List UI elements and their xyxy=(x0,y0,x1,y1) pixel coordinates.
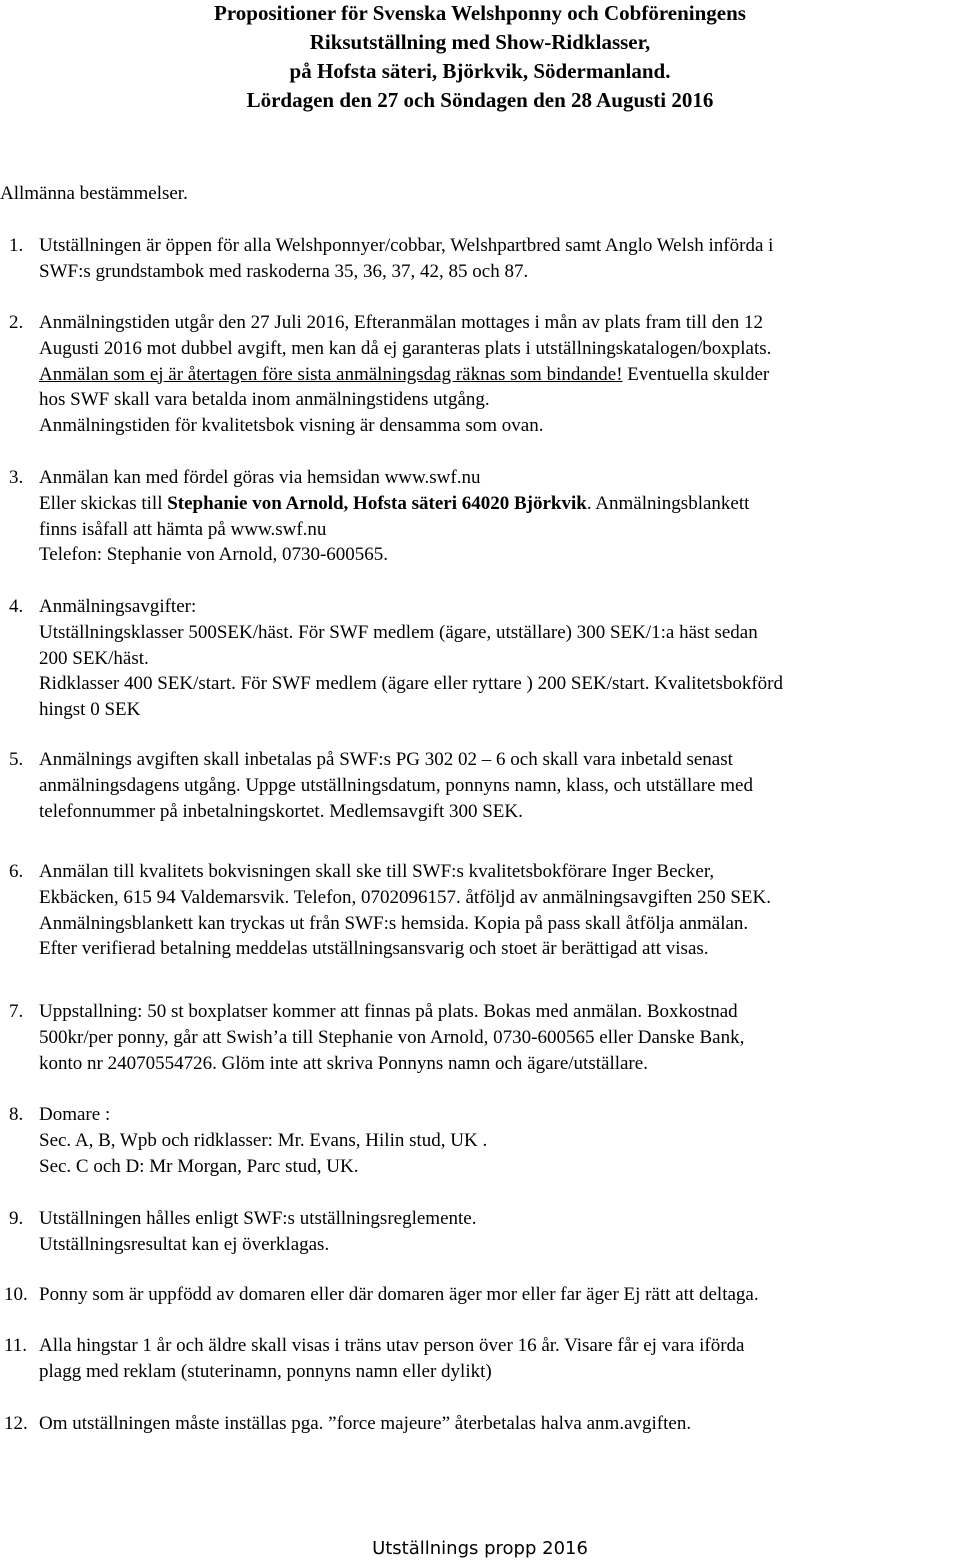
item-number: 11. xyxy=(4,1335,28,1356)
text-line: Utställningsklasser 500SEK/häst. För SWF medlem (ägare, utställare) 300 SEK/1:a häst sedan xyxy=(39,621,758,643)
text-line: Domare : xyxy=(39,1104,111,1125)
text-line: hingst 0 SEK xyxy=(39,699,141,721)
item-9-text xyxy=(39,1206,476,1258)
page-footer: Utställnings propp 2016 xyxy=(372,1538,588,1559)
item-10-text xyxy=(39,1282,759,1308)
text-line: finns isåfall att hämta på www.swf.nu xyxy=(39,518,327,540)
text-span: . Anmälningsblankett xyxy=(586,492,750,514)
binding-notice: Anmälan som ej är återtagen före sista anmälningsdag räknas som bindande! xyxy=(39,363,623,385)
text-line: Anmälan kan med fördel göras via hemsidan www.swf.nu xyxy=(39,467,481,488)
text-line: 500kr/per ponny, går att Swish’a till Stephanie von Arnold, 0730-600565 eller Danske Bank, xyxy=(39,1026,745,1048)
item-2-text xyxy=(39,310,771,439)
item-4-text xyxy=(39,594,783,723)
item-number: 6. xyxy=(9,861,24,882)
item-6-text xyxy=(39,859,771,962)
text-line xyxy=(39,362,771,388)
text-line: SWF:s grundstambok med raskoderna 35, 36, 37, 42, 85 och 87. xyxy=(39,260,529,282)
general-heading: Allmänna bestämmelser. xyxy=(0,183,188,204)
text-line: Sec. A, B, Wpb och ridklasser: Mr. Evans, Hilin stud, UK . xyxy=(39,1129,488,1151)
text-line: Anmälningstiden utgår den 27 Juli 2016, Efteranmälan mottages i mån av plats fram till den 12 xyxy=(39,312,763,333)
text-line: Ridklasser 400 SEK/start. För SWF medlem (ägare eller ryttare ) 200 SEK/start. Kvalitetsbokförd xyxy=(39,673,784,695)
text-line: Utställningen är öppen för alla Welshponnyer/cobbar, Welshpartbred samt Anglo Welsh införda i xyxy=(39,235,774,256)
item-number: 2. xyxy=(9,312,24,333)
item-number: 1. xyxy=(9,235,24,256)
item-number: 8. xyxy=(9,1104,24,1125)
text-line: anmälningsdagens utgång. Uppge utställningsdatum, ponnyns namn, klass, och utställare med xyxy=(39,774,753,796)
item-12-text xyxy=(39,1411,691,1437)
text-span: Eventuella skulder xyxy=(622,363,770,385)
text-line: plagg med reklam (stuterinamn, ponnyns namn eller dylikt) xyxy=(39,1360,492,1382)
text-line: Anmälningstiden för kvalitetsbok visning är densamma som ovan. xyxy=(39,415,544,437)
title-line: Propositioner för Svenska Welshponny och Cobföreningens xyxy=(214,1,746,25)
text-line: Anmälan till kvalitets bokvisningen skall ske till SWF:s kvalitetsbokförare Inger Becker, xyxy=(39,861,715,882)
text-line: Ekbäcken, 615 94 Valdemarsvik. Telefon, 0702096157. åtföljd av anmälningsavgiften 250 SEK. xyxy=(39,886,771,908)
text-line: Utställningsresultat kan ej överklagas. xyxy=(39,1233,330,1255)
text-line: Anmälnings avgiften skall inbetalas på SWF:s PG 302 02 – 6 och skall vara inbetald senast xyxy=(39,749,733,770)
title-line: Riksutställning med Show-Ridklasser, xyxy=(309,30,651,54)
text-line: Ponny som är uppfödd av domaren eller där domaren äger mor eller far äger Ej rätt att deltaga. xyxy=(39,1284,759,1305)
title-line: Lördagen den 27 och Söndagen den 28 Augusti 2016 xyxy=(246,88,714,112)
item-1-text xyxy=(39,233,773,285)
text-line: Anmälningsavgifter: xyxy=(39,596,197,617)
document-title xyxy=(0,0,960,115)
item-number: 7. xyxy=(9,1001,24,1022)
item-3-text xyxy=(39,465,749,568)
item-number: 4. xyxy=(9,596,24,617)
item-number: 10. xyxy=(4,1284,28,1305)
item-8-text xyxy=(39,1102,487,1179)
text-line: konto nr 24070554726. Glöm inte att skriva Ponnyns namn och ägare/utställare. xyxy=(39,1052,648,1074)
text-line: Utställningen hålles enligt SWF:s utställningsreglemente. xyxy=(39,1208,477,1229)
item-number: 12. xyxy=(4,1413,28,1434)
item-5-text xyxy=(39,747,753,824)
text-line: Augusti 2016 mot dubbel avgift, men kan då ej garanteras plats i utställningskatalogen/boxplats. xyxy=(39,337,772,359)
contact-address: Stephanie von Arnold, Hofsta säteri 64020 Björkvik xyxy=(167,492,587,514)
text-line: 200 SEK/häst. xyxy=(39,647,149,669)
text-span: Eller skickas till xyxy=(39,492,168,514)
item-number: 5. xyxy=(9,749,24,770)
text-line xyxy=(39,491,749,517)
text-line: Telefon: Stephanie von Arnold, 0730-600565. xyxy=(39,544,389,566)
item-number: 3. xyxy=(9,467,24,488)
item-11-text xyxy=(39,1333,745,1385)
item-number: 9. xyxy=(9,1208,24,1229)
text-line: hos SWF skall vara betalda inom anmälningstidens utgång. xyxy=(39,389,490,411)
text-line: Alla hingstar 1 år och äldre skall visas i träns utav person över 16 år. Visare får ej vara iförda xyxy=(39,1335,745,1356)
text-line: Efter verifierad betalning meddelas utställningsansvarig och stoet är berättigad att visas. xyxy=(39,938,709,960)
item-7-text xyxy=(39,999,744,1076)
text-line: telefonnummer på inbetalningskortet. Medlemsavgift 300 SEK. xyxy=(39,800,523,822)
title-line: på Hofsta säteri, Björkvik, Södermanland. xyxy=(289,59,671,83)
text-line: Uppstallning: 50 st boxplatser kommer att finnas på plats. Bokas med anmälan. Boxkostnad xyxy=(39,1001,738,1022)
text-line: Sec. C och D: Mr Morgan, Parc stud, UK. xyxy=(39,1155,359,1177)
text-line: Om utställningen måste inställas pga. ”force majeure” återbetalas halva anm.avgiften. xyxy=(39,1413,692,1434)
text-line: Anmälningsblankett kan tryckas ut från SWF:s hemsida. Kopia på pass skall åtfölja anmälan. xyxy=(39,912,749,934)
